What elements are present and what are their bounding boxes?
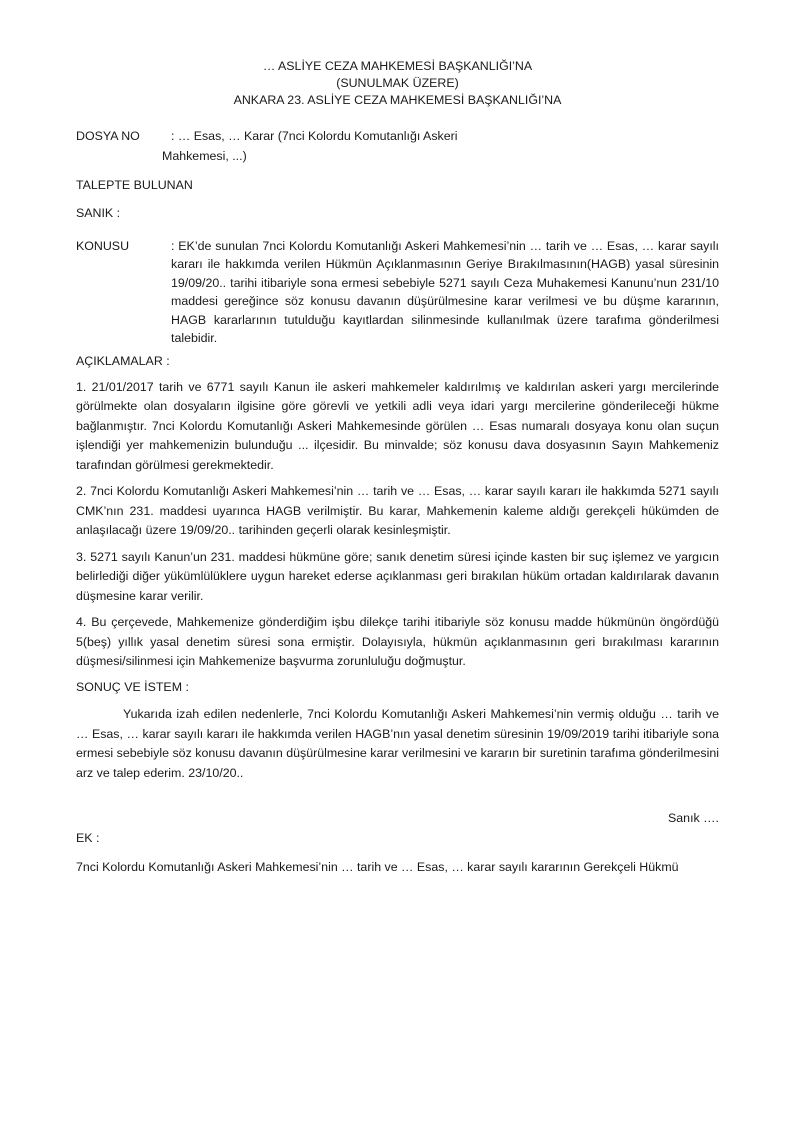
- aciklama-item-3: 3. 5271 sayılı Kanun’un 231. maddesi hükmüne göre; sanık denetim süresi içinde kasten bir suç işlemez ve yargıcın belirlediği diğer yükümlülüklere uygun hareket ederse açıklanması geri bırakılan hüküm ortadan kaldırılarak davanın düşmesine karar verilir.: [76, 549, 719, 603]
- document-header: [76, 58, 719, 109]
- konu-text: : EK’de sunulan 7nci Kolordu Komutanlığı Askeri Mahkemesi’nin … tarih ve … Esas, … karar sayılı kararı ile hakkımda verilen Hükmün Açıklanmasının Geriye Bırakılmasının(HAGB) yasal süresinin 19/09/20.. tarihi itibariyle sona ermesi sebebiyle 5271 sayılı Ceza Muhakemesi Kanunu’nun 231/10 maddesi gereğince söz konusu davanın düşürülmesine karar verilmesi ve bu düşme kararının, HAGB kararlarının tutulduğu kayıtlardan silinmesinde kullanılmak üzere tarafıma gönderilmesi talebidir.: [171, 239, 719, 346]
- ek-text: 7nci Kolordu Komutanlığı Askeri Mahkemesi’nin … tarih ve … Esas, … karar sayılı kararının Gerekçeli Hükmü: [76, 860, 679, 875]
- sonuc-text: Yukarıda izah edilen nedenlerle, 7nci Kolordu Komutanlığı Askeri Mahkemesi’nin vermiş olduğu … tarih ve … Esas, … karar sayılı kararı ile hakkımda verilen HAGB’nın yasal denetim süresinin 19/09/2019 tarihi itibariyle sona ermesi sebebiyle söz konusu davanın düşürülmesine karar verilmesini ve kararın bir suretinin tarafıma gönderilmesini arz ve talep ederim. 23/10/20..: [76, 707, 719, 780]
- dosya-value-line1: : … Esas, … Karar (7nci Kolordu Komutanlığı Askeri: [171, 129, 458, 143]
- aciklama-item-4: 4. Bu çerçevede, Mahkemenize gönderdiğim işbu dilekçe tarihi itibariyle söz konusu madde hükmünün öngördüğü 5(beş) yıllık yasal denetim süresi sona ermiştir. Dolayısıyla, hükmün açıklanmasının geri bırakılması kararının düşmesi/silinmesi için Mahkemenize başvurma zorunluluğu doğmuştur.: [76, 615, 719, 669]
- signature: Sanık ….: [668, 811, 719, 826]
- dosya-label: DOSYA NO: [76, 129, 140, 143]
- petition-document: [76, 58, 719, 878]
- sanik-label: SANIK :: [76, 205, 121, 220]
- ek-label: EK :: [76, 830, 100, 845]
- dosya-row: [76, 127, 719, 166]
- dosya-value-line2: Mahkemesi, ...): [162, 148, 247, 163]
- aciklama-item-2: 2. 7nci Kolordu Komutanlığı Askeri Mahkemesi’nin … tarih ve … Esas, … karar sayılı kararı ile hakkımda 5271 sayılı CMK’nın 231. maddesi uyarınca HAGB verilmiştir. Bu karar, Mahkemenin kaleme aldığı gerekçeli hükümden de anlaşılacağı üzere 19/09/20.. tarihinden geçerli olarak kesinleşmiştir.: [76, 484, 719, 538]
- konu-label: KONUSU: [76, 239, 130, 253]
- dosya-value: [162, 127, 719, 166]
- talepte-bulunan-label: TALEPTE BULUNAN: [76, 178, 193, 192]
- konu-row: [76, 237, 719, 347]
- aciklama-item-1: 1. 21/01/2017 tarih ve 6771 sayılı Kanun ile askeri mahkemeler kaldırılmış ve kaldırılan askeri yargı mercilerinde görülmekte olan dosyaların ilgisine göre görevli ve yetkili adli veya idari yargı mercilerine gönderileceği hükme bağlanmıştır. 7nci Kolordu Komutanlığı Askeri Mahkemesinde görülen … Esas numaralı dosyaya konu olan suçun işlendiği yer mahkemenizin bulunduğu ... ilçesidir. Bu minvalde; söz konusu dava dosyasının Sayın Mahkemeniz tarafından görülmesi gerekmektedir.: [76, 379, 719, 472]
- court-title: … ASLİYE CEZA MAHKEMESİ BAŞKANLIĞI’NA: [262, 59, 533, 73]
- submission-note: (SUNULMAK ÜZERE): [336, 76, 459, 90]
- aciklamalar-title: AÇIKLAMALAR :: [76, 354, 170, 369]
- ankara-court-title: ANKARA 23. ASLİYE CEZA MAHKEMESİ BAŞKANLIĞI’NA: [233, 93, 562, 107]
- sonuc-title: SONUÇ VE İSTEM :: [76, 679, 189, 694]
